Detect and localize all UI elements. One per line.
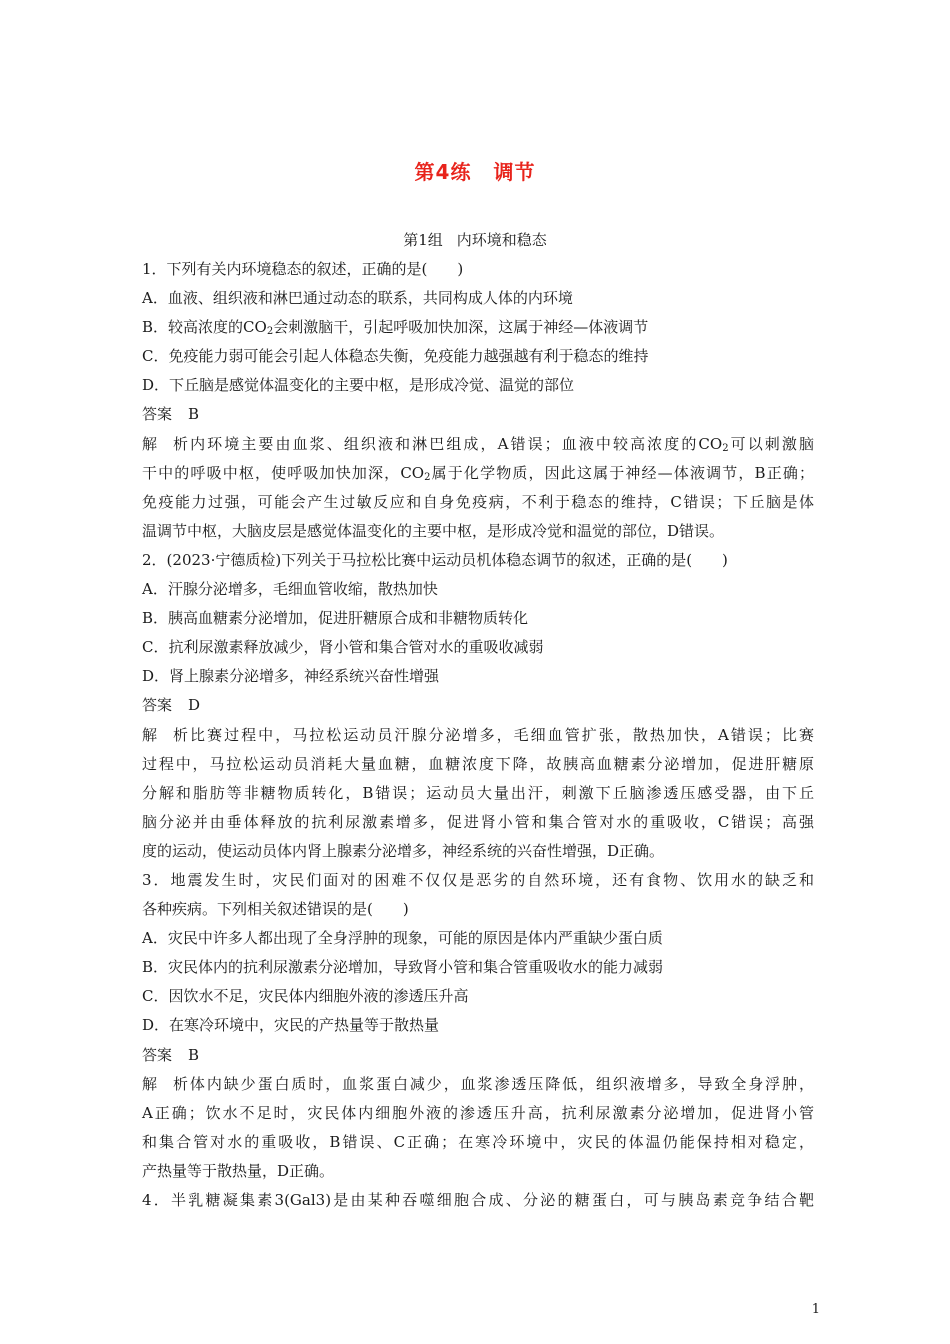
q1-option-a: A．血液、组织液和淋巴通过动态的联系，共同构成人体的内环境: [142, 289, 573, 308]
q3-option-b: B．灾民体内的抗利尿激素分泌增加，导致肾小管和集合管重吸收水的能力减弱: [142, 958, 664, 977]
q2-option-b: B．胰高血糖素分泌增加，促进肝糖原合成和非糖物质转化: [142, 609, 529, 628]
q3-option-c: C．因饮水不足，灾民体内细胞外液的渗透压升高: [142, 987, 469, 1006]
q3-analysis-line: 产热量等于散热量，D正确。: [142, 1161, 335, 1180]
q1-analysis-line: 干中的呼吸中枢，使呼吸加快加深，$CO_2$属于化学物质，因此这属于神经—体液调节，B正确；: [142, 463, 814, 483]
document-body: [142, 255, 814, 1215]
q2-option-a: A．汗腺分泌增多，毛细血管收缩，散热加快: [142, 580, 438, 599]
group-number: 第1组: [403, 231, 443, 249]
q2-stem: 2．(2023·宁德质检)下列关于马拉松比赛中运动员机体稳态调节的叙述，正确的是( ): [142, 550, 728, 569]
q3-analysis-line: 和集合管对水的重吸收，B错误、C正确；在寒冷环境中，灾民的体温仍能保持相对稳定，: [142, 1132, 814, 1151]
q3-stem: 3．地震发生时，灾民们面对的困难不仅仅是恶劣的自然环境，还有食物、饮用水的缺乏和: [142, 870, 814, 889]
q2-answer: 答案 D: [142, 696, 201, 715]
q3-option-d: D．在寒冷环境中，灾民的产热量等于散热量: [142, 1016, 440, 1035]
q3-analysis-line: A正确；饮水不足时，灾民体内细胞外液的渗透压升高，抗利尿激素分泌增加，促进肾小管: [142, 1103, 814, 1122]
q3-stem: 各种疾病。下列相关叙述错误的是( ): [142, 900, 409, 919]
q1-analysis-line: 免疫能力过强，可能会产生过敏反应和自身免疫病，不利于稳态的维持，C错误；下丘脑是体: [142, 492, 814, 511]
q2-analysis-line: 解析比赛过程中，马拉松运动员汗腺分泌增多，毛细血管扩张，散热加快，A错误；比赛: [142, 725, 814, 744]
q3-analysis-line: 解析体内缺少蛋白质时，血浆蛋白减少，血浆渗透压降低，组织液增多，导致全身浮肿，: [142, 1074, 814, 1093]
q1-option-c: C．免疫能力弱可能会引起人体稳态失衡，免疫能力越强越有利于稳态的维持: [142, 347, 649, 366]
q1-option-d: D．下丘脑是感觉体温变化的主要中枢，是形成冷觉、温觉的部位: [142, 376, 575, 395]
q1-answer: 答案 B: [142, 405, 200, 424]
group-heading: [0, 229, 950, 250]
q2-option-d: D．肾上腺素分泌增多，神经系统兴奋性增强: [142, 667, 440, 686]
q1-analysis-line: 温调节中枢，大脑皮层是感觉体温变化的主要中枢，是形成冷觉和温觉的部位，D错误。: [142, 521, 725, 540]
q3-option-a: A．灾民中许多人都出现了全身浮肿的现象，可能的原因是体内严重缺少蛋白质: [142, 929, 663, 948]
title-subject: 调节: [493, 160, 536, 184]
q3-answer: 答案 B: [142, 1045, 200, 1064]
q2-option-c: C．抗利尿激素释放减少，肾小管和集合管对水的重吸收减弱: [142, 638, 544, 657]
q2-analysis-line: 度的运动，使运动员体内肾上腺素分泌增多，神经系统的兴奋性增强，D正确。: [142, 841, 665, 860]
q1-stem: 1．下列有关内环境稳态的叙述，正确的是( ): [142, 260, 464, 278]
q4-stem: 4．半乳糖凝集素3(Gal3)是由某种吞噬细胞合成、分泌的糖蛋白，可与胰岛素竞争结合靶: [142, 1191, 814, 1209]
q2-analysis-line: 过程中，马拉松运动员消耗大量血糖，血糖浓度下降，故胰高血糖素分泌增加，促进肝糖原: [142, 754, 814, 773]
page-title: [0, 156, 950, 185]
group-topic: 内环境和稳态: [456, 231, 547, 249]
q2-analysis-line: 脑分泌并由垂体释放的抗利尿激素增多，促进肾小管和集合管对水的重吸收，C错误；高强: [142, 812, 814, 831]
q2-analysis-line: 分解和脂肪等非糖物质转化，B错误；运动员大量出汗，刺激下丘脑渗透压感受器，由下丘: [142, 783, 814, 802]
title-number: 第4练: [414, 160, 472, 184]
q1-option-b: B．较高浓度的$CO_2$会刺激脑干，引起呼吸加快加深，这属于神经—体液调节: [142, 318, 649, 338]
q1-analysis-line: 解析内环境主要由血浆、组织液和淋巴组成，A错误；血液中较高浓度的$CO_2$可以刺激脑: [142, 434, 814, 454]
page-number: 1: [811, 1302, 820, 1317]
